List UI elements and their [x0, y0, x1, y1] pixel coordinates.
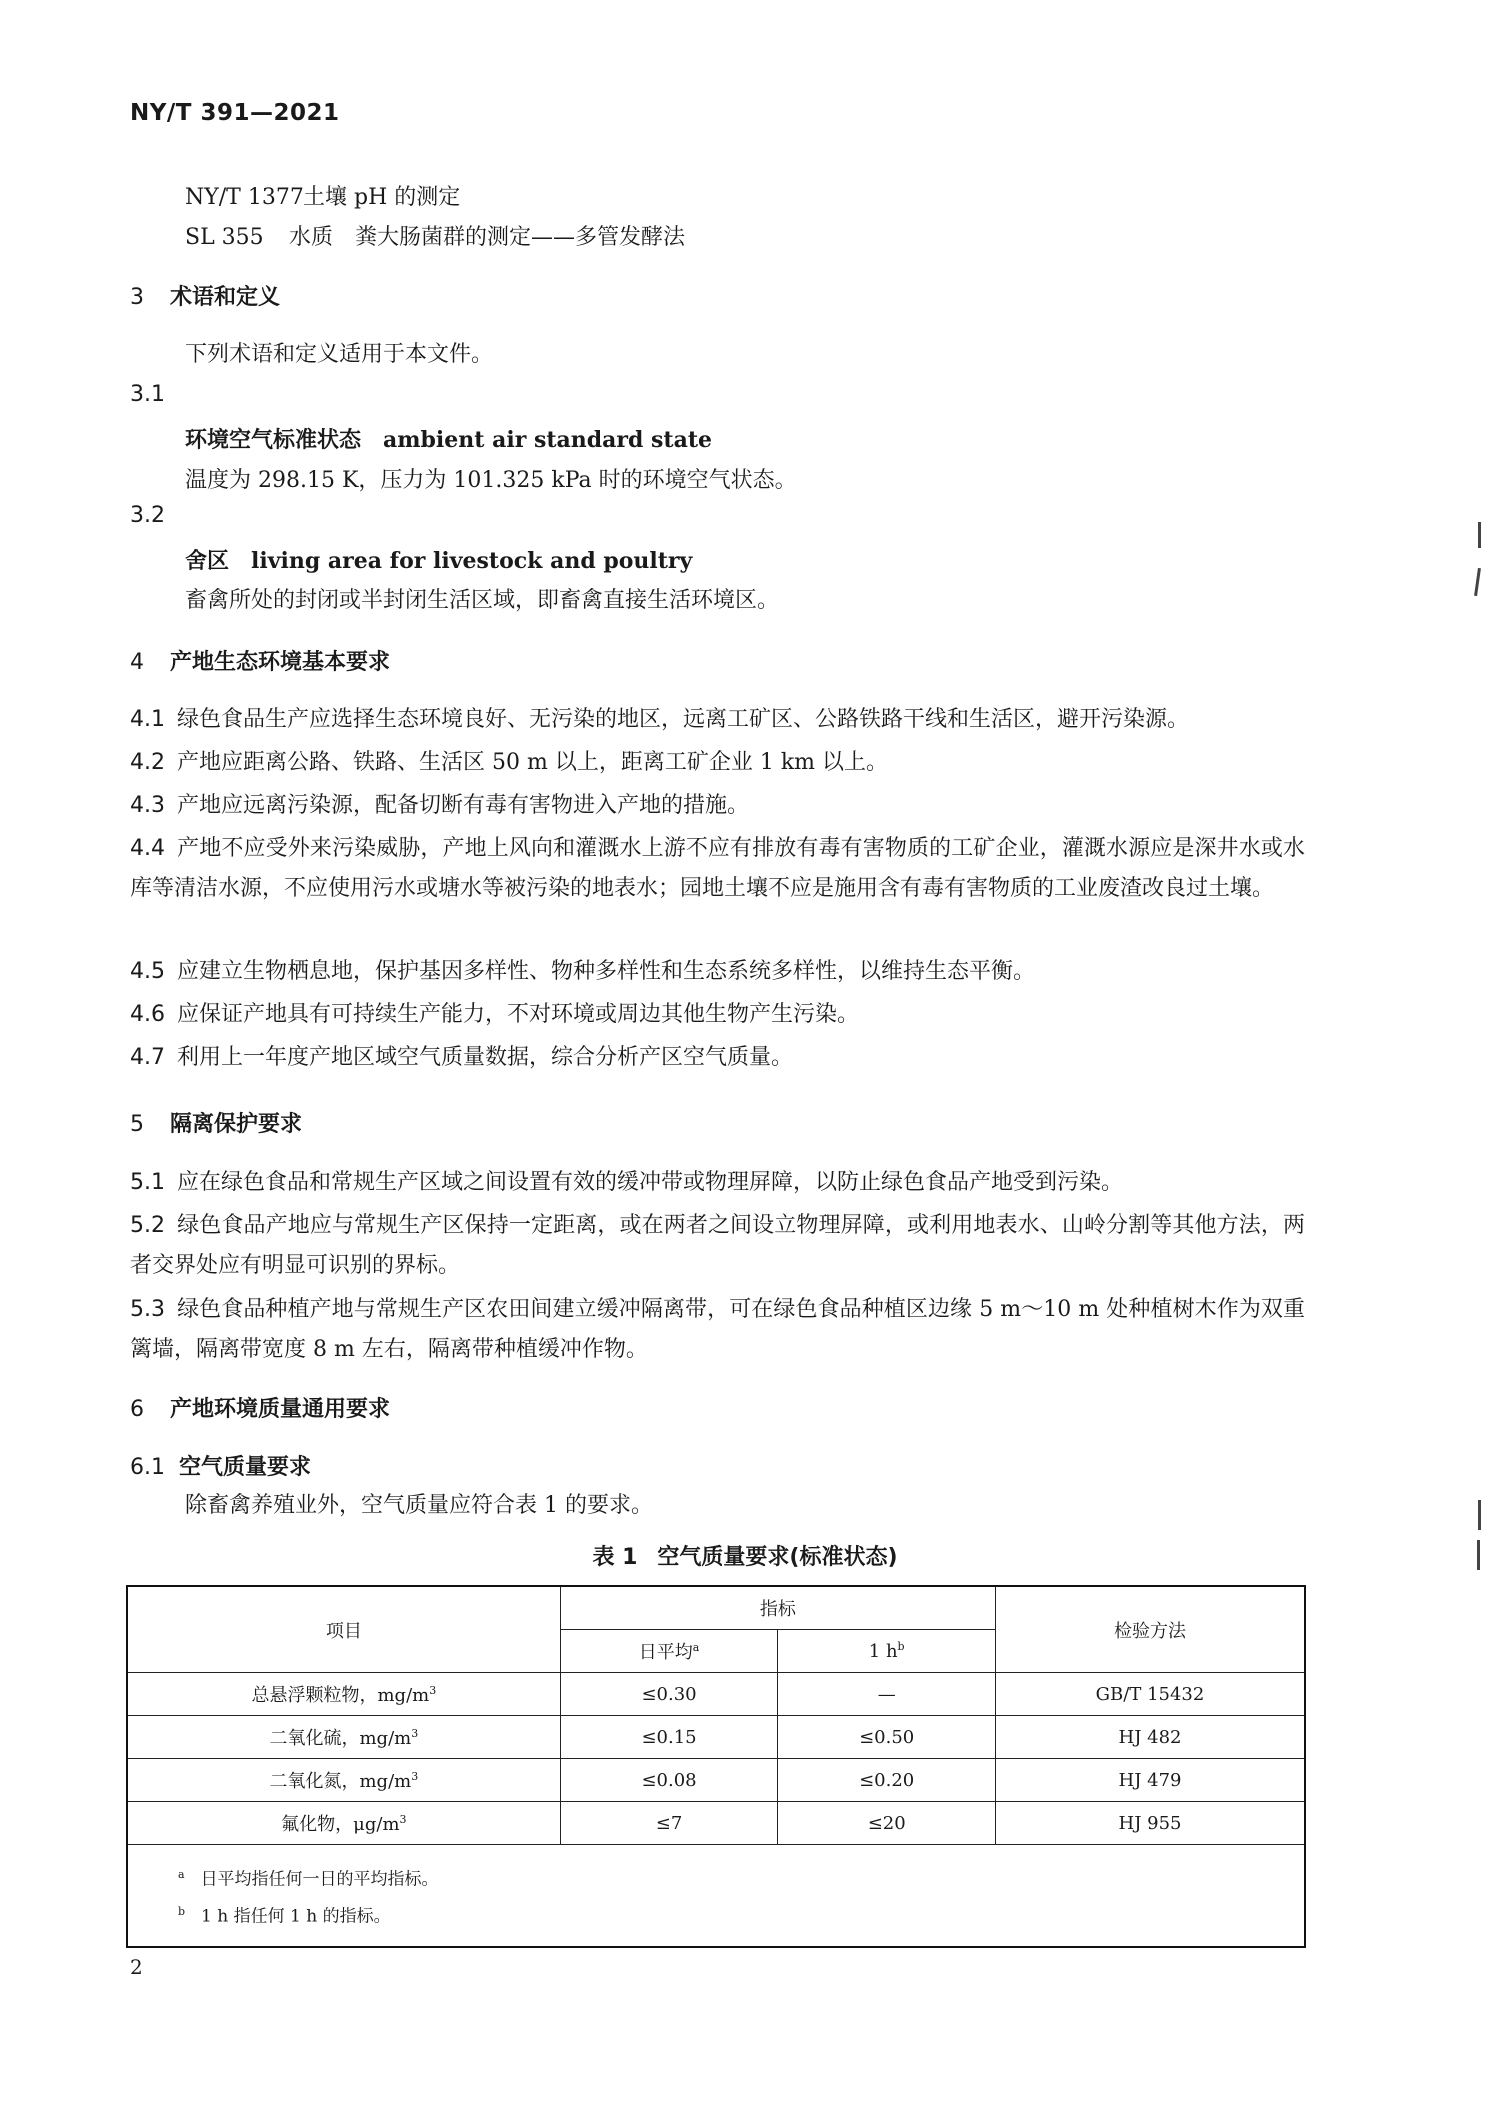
cell-method: HJ 479 [996, 1759, 1305, 1802]
section-number: 3 [130, 285, 144, 310]
cell-daily: ≤0.30 [560, 1673, 778, 1716]
cell-method: GB/T 15432 [996, 1673, 1305, 1716]
subsection-heading [130, 1450, 311, 1481]
clause-text: 绿色食品种植产地与常规生产区农田间建立缓冲隔离带，可在绿色食品种植区边缘 5 m～10 m 处种植树木作为双重篱墙，隔离带宽度 8 m 左右，隔离带种植缓冲作物。 [130, 1297, 1305, 1362]
table-footnotes [127, 1845, 1305, 1948]
header-method: 检验方法 [996, 1586, 1305, 1673]
scan-edge-mark [1478, 522, 1481, 548]
clause-number: 4.4 [130, 836, 165, 861]
header-index: 指标 [560, 1586, 995, 1630]
section-title: 隔离保护要求 [170, 1112, 303, 1137]
reference-title: 土壤 pH 的测定 [303, 185, 461, 210]
page-number: 2 [130, 1955, 143, 1979]
clause [130, 1038, 1305, 1078]
table-header-row [127, 1586, 1305, 1630]
table-footnote-row [127, 1845, 1305, 1948]
section-title: 产地生态环境基本要求 [170, 650, 391, 675]
term-definition: 温度为 298.15 K，压力为 101.325 kPa 时的环境空气状态。 [185, 468, 797, 493]
reference-item [185, 180, 460, 211]
term-definition: 畜禽所处的封闭或半封闭生活区域，即畜禽直接生活环境区。 [185, 588, 780, 613]
table-footnote: $^b$ 1 h 指任何 1 h 的指标。 [178, 1904, 391, 1927]
clause-number: 4.1 [130, 707, 165, 732]
clause-number: 5.1 [130, 1170, 165, 1195]
section-number: 5 [130, 1112, 144, 1137]
term-number: 3.2 [130, 503, 165, 528]
clause-text: 产地不应受外来污染威胁，产地上风向和灌溉水上游不应有排放有毒有害物质的工矿企业，灌溉水源应是深井水或水库等清洁水源，不应使用污水或塘水等被污染的地表水；园地土壤不应是施用含有毒有害物质的工业废渣改良过土壤。 [130, 836, 1305, 901]
header-hourly: 1 $h^b$ [778, 1630, 996, 1673]
reference-title: 水质 粪大肠菌群的测定——多管发酵法 [289, 225, 686, 250]
term-en: ambient air standard state [383, 427, 712, 453]
clause-number: 4.7 [130, 1045, 165, 1070]
section-heading [130, 645, 390, 676]
section-number: 6 [130, 1397, 144, 1422]
table-footnote: $^a$ 日平均指任何一日的平均指标。 [178, 1868, 439, 1890]
table-row [127, 1716, 1305, 1759]
table-row [127, 1673, 1305, 1716]
term-en: living area for livestock and poultry [251, 548, 693, 574]
scan-edge-mark [1474, 568, 1481, 596]
cell-daily: ≤7 [560, 1802, 778, 1845]
clause-text: 产地应距离公路、铁路、生活区 50 m 以上，距离工矿企业 1 km 以上。 [177, 750, 889, 775]
table-row [127, 1802, 1305, 1845]
clause [130, 1163, 1305, 1203]
cell-hourly: ≤20 [778, 1802, 996, 1845]
cell-method: HJ 955 [996, 1802, 1305, 1845]
scan-edge-mark [1478, 1500, 1481, 1530]
clause [130, 995, 1305, 1035]
clause-number: 4.3 [130, 793, 165, 818]
clause [130, 952, 1305, 992]
clause-number: 5.3 [130, 1297, 165, 1322]
hourly-footnote-mark: b [897, 1640, 905, 1653]
clause [130, 743, 1305, 783]
reference-code: NY/T 1377 [185, 185, 304, 210]
cell-daily: ≤0.15 [560, 1716, 778, 1759]
section-heading [130, 1107, 302, 1138]
header-item: 项目 [127, 1586, 560, 1673]
table-caption [0, 1540, 1490, 1571]
clause-text: 应建立生物栖息地，保护基因多样性、物种多样性和生态系统多样性，以维持生态平衡。 [177, 959, 1036, 984]
subsection-title: 空气质量要求 [179, 1455, 312, 1480]
table-caption-number: 表 1 [592, 1545, 638, 1570]
clause [130, 700, 1305, 740]
clause [130, 1290, 1305, 1370]
header-daily: 日平均$^a$ [560, 1630, 778, 1673]
section-heading [130, 280, 280, 311]
subsection-number: 6.1 [130, 1455, 165, 1480]
section-intro: 下列术语和定义适用于本文件。 [185, 342, 494, 367]
clause-number: 4.2 [130, 750, 165, 775]
clause-number: 5.2 [130, 1213, 165, 1238]
term-zh: 舍区 [185, 549, 230, 574]
clause [130, 786, 1305, 826]
cell-hourly: ≤0.50 [778, 1716, 996, 1759]
section-title: 术语和定义 [170, 285, 281, 310]
standard-number-header: NY/T 391—2021 [130, 100, 340, 126]
daily-footnote-mark: a [692, 1641, 700, 1654]
table-caption-title: 空气质量要求(标准状态) [657, 1545, 898, 1570]
cell-item: 氟化物，$\mu g/m^3$ [127, 1802, 560, 1845]
subsection-intro: 除畜禽养殖业外，空气质量应符合表 1 的要求。 [185, 1493, 653, 1518]
clause-number: 4.5 [130, 959, 165, 984]
table-row [127, 1759, 1305, 1802]
clause-text: 应保证产地具有可持续生产能力，不对环境或周边其他生物产生污染。 [177, 1002, 860, 1027]
cell-item: 二氧化氮，$mg/m^3$ [127, 1759, 560, 1802]
reference-code: SL 355 [185, 225, 264, 250]
clause [130, 829, 1305, 909]
section-number: 4 [130, 650, 144, 675]
section-title: 产地环境质量通用要求 [170, 1397, 391, 1422]
air-quality-table [126, 1585, 1306, 1948]
cell-hourly: — [778, 1673, 996, 1716]
section-heading [130, 1392, 390, 1423]
term-heading [185, 423, 712, 454]
clause-text: 产地应远离污染源，配备切断有毒有害物进入产地的措施。 [177, 793, 750, 818]
clause-number: 4.6 [130, 1002, 165, 1027]
reference-item [185, 220, 685, 251]
clause-text: 绿色食品生产应选择生态环境良好、无污染的地区，远离工矿区、公路铁路干线和生活区，避开污染源。 [177, 707, 1190, 732]
clause-text: 绿色食品产地应与常规生产区保持一定距离，或在两者之间设立物理屏障，或利用地表水、山岭分割等其他方法，两者交界处应有明显可识别的界标。 [130, 1213, 1305, 1278]
cell-daily: ≤0.08 [560, 1759, 778, 1802]
clause-text: 应在绿色食品和常规生产区域之间设置有效的缓冲带或物理屏障，以防止绿色食品产地受到污染。 [177, 1170, 1124, 1195]
clause [130, 1206, 1305, 1286]
cell-item: 总悬浮颗粒物，$mg/m^3$ [127, 1673, 560, 1716]
cell-item: 二氧化硫，$mg/m^3$ [127, 1716, 560, 1759]
cell-method: HJ 482 [996, 1716, 1305, 1759]
term-number: 3.1 [130, 382, 165, 407]
cell-hourly: ≤0.20 [778, 1759, 996, 1802]
term-zh: 环境空气标准状态 [185, 428, 362, 453]
term-heading [185, 544, 692, 575]
scan-edge-mark [1477, 1540, 1480, 1570]
clause-text: 利用上一年度产地区域空气质量数据，综合分析产区空气质量。 [177, 1045, 794, 1070]
